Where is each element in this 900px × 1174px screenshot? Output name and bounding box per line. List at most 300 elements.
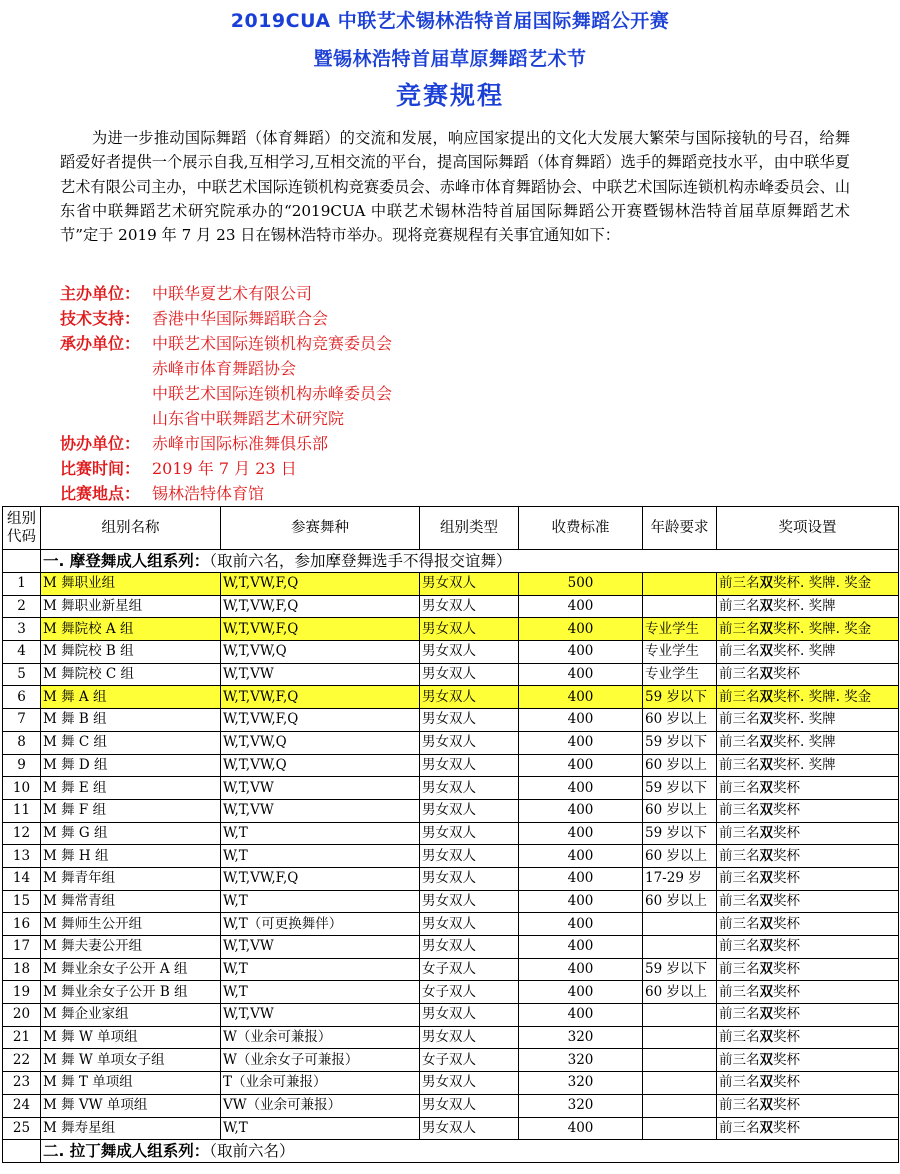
award-items: 奖杯 [773, 847, 800, 864]
row-type: 男女双人 [420, 1117, 519, 1140]
row-age [643, 1117, 717, 1140]
row-dance: W,T,VW,F,Q [221, 709, 420, 732]
row-award [717, 1094, 899, 1117]
time-label: 比赛时间： [60, 459, 141, 478]
award-items: 奖杯. 奖牌 [773, 598, 836, 615]
award-double: 双 [759, 983, 773, 1000]
row-name: M 舞青年组 [41, 867, 221, 890]
row-fee: 400 [519, 822, 643, 845]
row-award [717, 981, 899, 1004]
row-type: 女子双人 [420, 958, 519, 981]
award-double: 双 [759, 824, 773, 841]
tech-value: 香港中华国际舞蹈联合会 [152, 309, 329, 328]
row-type: 男女双人 [420, 1026, 519, 1049]
table-row [3, 641, 899, 664]
row-award [717, 1049, 899, 1072]
row-age: 59 岁以下 [643, 686, 717, 709]
table-row [3, 731, 899, 754]
row-type: 男女双人 [420, 731, 519, 754]
row-award [717, 686, 899, 709]
award-prefix: 前三名 [719, 847, 760, 864]
row-award [717, 958, 899, 981]
row-fee: 320 [519, 1094, 643, 1117]
row-code: 5 [3, 663, 41, 686]
award-double: 双 [759, 961, 773, 978]
award-double: 双 [759, 1119, 773, 1136]
row-type: 男女双人 [420, 754, 519, 777]
row-age: 60 岁以上 [643, 799, 717, 822]
row-age [643, 1094, 717, 1117]
row-code: 15 [3, 890, 41, 913]
award-prefix: 前三名 [719, 1097, 760, 1114]
section-2-name: 二. 拉丁舞成人组系列： [43, 1141, 210, 1160]
row-award [717, 1072, 899, 1095]
table-row [3, 1049, 899, 1072]
section-1-row [3, 550, 899, 573]
table-row [3, 913, 899, 936]
table-row [3, 595, 899, 618]
award-prefix: 前三名 [719, 870, 760, 887]
row-fee: 320 [519, 1049, 643, 1072]
header-dance: 参赛舞种 [221, 507, 420, 550]
award-prefix: 前三名 [719, 575, 760, 592]
award-prefix: 前三名 [719, 915, 760, 932]
row-name: M 舞 H 组 [41, 845, 221, 868]
row-age: 专业学生 [643, 641, 717, 664]
award-double: 双 [759, 938, 773, 955]
row-type: 女子双人 [420, 981, 519, 1004]
co-value: 赤峰市国际标准舞俱乐部 [152, 434, 329, 453]
row-dance: W,T,VW [221, 799, 420, 822]
award-double: 双 [759, 756, 773, 773]
row-fee: 400 [519, 958, 643, 981]
award-prefix: 前三名 [719, 938, 760, 955]
award-prefix: 前三名 [719, 734, 760, 751]
row-award [717, 663, 899, 686]
row-name: M 舞院校 C 组 [41, 663, 221, 686]
row-dance: W,T,VW [221, 936, 420, 959]
section-2-code [3, 1140, 41, 1163]
row-age: 60 岁以上 [643, 709, 717, 732]
row-code: 4 [3, 641, 41, 664]
award-items: 奖杯 [773, 1097, 800, 1114]
row-award [717, 1004, 899, 1027]
competition-table [2, 506, 899, 1163]
row-dance: W,T [221, 1117, 420, 1140]
row-age [643, 1004, 717, 1027]
row-fee: 400 [519, 731, 643, 754]
row-age: 60 岁以上 [643, 981, 717, 1004]
award-double: 双 [759, 1074, 773, 1091]
row-type: 男女双人 [420, 1004, 519, 1027]
award-double: 双 [759, 779, 773, 796]
intro-paragraph: 为进一步推动国际舞蹈（体育舞蹈）的交流和发展，响应国家提出的文化大发展大繁荣与国际接轨的号召，给舞蹈爱好者提供一个展示自我,互相学习,互相交流的平台，提高国际舞蹈（体育舞蹈）选手的舞蹈竞技水平，由中联华夏艺术有限公司主办，中联艺术国际连锁机构竞赛委员会、赤峰市体育舞蹈协会、中联艺术国际连锁机构赤峰委员会、山东省中联舞蹈艺术研究院承办的“2019CUA 中联艺术锡林浩特首届国际舞蹈公开赛暨锡林浩特首届草原舞蹈艺术节”定于 2019 年 7 月 23 日在锡林浩特市举办。现将竞赛规程有关事宜通知如下： [60, 129, 850, 245]
row-type: 男女双人 [420, 777, 519, 800]
row-name: M 舞 C 组 [41, 731, 221, 754]
row-age: 专业学生 [643, 618, 717, 641]
header-award: 奖项设置 [717, 507, 899, 550]
award-prefix: 前三名 [719, 779, 760, 796]
row-name: M 舞 W 单项女子组 [41, 1049, 221, 1072]
row-name: M 舞常青组 [41, 890, 221, 913]
table-row [3, 573, 899, 596]
row-type: 男女双人 [420, 1072, 519, 1095]
award-double: 双 [759, 688, 773, 705]
table-row [3, 822, 899, 845]
row-fee: 400 [519, 913, 643, 936]
row-award [717, 913, 899, 936]
award-double: 双 [759, 802, 773, 819]
title-line-3: 竞赛规程 [395, 81, 504, 110]
award-items: 奖杯 [773, 666, 800, 683]
award-items: 奖杯. 奖牌 [773, 643, 836, 660]
row-age: 59 岁以下 [643, 822, 717, 845]
table-row [3, 890, 899, 913]
row-award [717, 799, 899, 822]
row-code: 21 [3, 1026, 41, 1049]
row-dance: W,T [221, 822, 420, 845]
row-age: 60 岁以上 [643, 845, 717, 868]
row-name: M 舞 T 单项组 [41, 1072, 221, 1095]
section-1-name: 一. 摩登舞成人组系列： [43, 551, 210, 570]
award-items: 奖杯. 奖牌. 奖金 [773, 688, 872, 705]
header-age: 年龄要求 [643, 507, 717, 550]
row-name: M 舞职业新星组 [41, 595, 221, 618]
row-dance: W,T [221, 890, 420, 913]
row-fee: 400 [519, 777, 643, 800]
row-award [717, 709, 899, 732]
award-items: 奖杯. 奖牌 [773, 711, 836, 728]
row-age [643, 573, 717, 596]
row-name: M 舞寿星组 [41, 1117, 221, 1140]
table-row [3, 1004, 899, 1027]
undertake-value-1: 中联艺术国际连锁机构竞赛委员会 [152, 334, 393, 353]
award-double: 双 [759, 1006, 773, 1023]
row-award [717, 1026, 899, 1049]
row-dance: W,T [221, 981, 420, 1004]
row-name: M 舞 G 组 [41, 822, 221, 845]
award-double: 双 [759, 870, 773, 887]
award-items: 奖杯 [773, 1006, 800, 1023]
award-items: 奖杯 [773, 779, 800, 796]
row-name: M 舞师生公开组 [41, 913, 221, 936]
row-code: 12 [3, 822, 41, 845]
award-prefix: 前三名 [719, 643, 760, 660]
row-award [717, 777, 899, 800]
table-row [3, 1117, 899, 1140]
row-type: 男女双人 [420, 845, 519, 868]
host-label: 主办单位： [60, 284, 141, 303]
row-fee: 400 [519, 709, 643, 732]
row-dance: VW（业余可兼报） [221, 1094, 420, 1117]
table-row [3, 709, 899, 732]
row-age [643, 1072, 717, 1095]
row-award [717, 731, 899, 754]
row-age [643, 1026, 717, 1049]
row-dance: T（业余可兼报） [221, 1072, 420, 1095]
award-items: 奖杯 [773, 870, 800, 887]
row-age [643, 936, 717, 959]
row-type: 女子双人 [420, 1049, 519, 1072]
section-1-cell [41, 550, 899, 573]
time-row [60, 456, 880, 481]
award-double: 双 [759, 711, 773, 728]
award-items: 奖杯 [773, 1074, 800, 1091]
row-code: 1 [3, 573, 41, 596]
row-fee: 320 [519, 1026, 643, 1049]
award-prefix: 前三名 [719, 1074, 760, 1091]
row-age: 60 岁以上 [643, 754, 717, 777]
section-1-note: （取前六名，参加摩登舞选手不得报交谊舞） [209, 551, 512, 570]
row-fee: 400 [519, 867, 643, 890]
table-row [3, 754, 899, 777]
row-fee: 320 [519, 1072, 643, 1095]
table-row [3, 867, 899, 890]
header-type: 组别类型 [420, 507, 519, 550]
section-2-cell [41, 1140, 899, 1163]
row-age: 59 岁以下 [643, 958, 717, 981]
row-code: 16 [3, 913, 41, 936]
row-code: 17 [3, 936, 41, 959]
row-code: 14 [3, 867, 41, 890]
row-type: 男女双人 [420, 618, 519, 641]
award-items: 奖杯 [773, 824, 800, 841]
award-items: 奖杯 [773, 1119, 800, 1136]
row-fee: 400 [519, 1117, 643, 1140]
row-code: 13 [3, 845, 41, 868]
row-type: 男女双人 [420, 595, 519, 618]
table-row [3, 799, 899, 822]
award-prefix: 前三名 [719, 824, 760, 841]
row-type: 男女双人 [420, 573, 519, 596]
award-prefix: 前三名 [719, 620, 760, 637]
table-row [3, 845, 899, 868]
row-name: M 舞职业组 [41, 573, 221, 596]
header-code: 组别代码 [3, 507, 41, 550]
award-double: 双 [759, 1051, 773, 1068]
award-prefix: 前三名 [719, 983, 760, 1000]
row-dance: W,T [221, 958, 420, 981]
award-double: 双 [759, 575, 773, 592]
row-fee: 400 [519, 981, 643, 1004]
row-code: 6 [3, 686, 41, 709]
row-age: 专业学生 [643, 663, 717, 686]
section-2-row [3, 1140, 899, 1163]
row-code: 25 [3, 1117, 41, 1140]
header-name: 组别名称 [41, 507, 221, 550]
award-double: 双 [759, 892, 773, 909]
row-fee: 400 [519, 1004, 643, 1027]
undertake-row-3 [60, 381, 880, 406]
row-name: M 舞 D 组 [41, 754, 221, 777]
row-award [717, 754, 899, 777]
row-type: 男女双人 [420, 686, 519, 709]
award-items: 奖杯. 奖牌 [773, 734, 836, 751]
row-age: 17-29 岁 [643, 867, 717, 890]
header-fee: 收费标准 [519, 507, 643, 550]
tech-row [60, 306, 880, 331]
row-fee: 400 [519, 663, 643, 686]
award-prefix: 前三名 [719, 711, 760, 728]
row-code: 11 [3, 799, 41, 822]
row-type: 男女双人 [420, 890, 519, 913]
award-double: 双 [759, 620, 773, 637]
row-award [717, 936, 899, 959]
table-row [3, 663, 899, 686]
row-type: 男女双人 [420, 822, 519, 845]
award-prefix: 前三名 [719, 666, 760, 683]
row-dance: W,T,VW,F,Q [221, 686, 420, 709]
table-row [3, 618, 899, 641]
award-double: 双 [759, 1097, 773, 1114]
row-award [717, 845, 899, 868]
row-dance: W,T,VW,Q [221, 731, 420, 754]
row-fee: 400 [519, 799, 643, 822]
row-age [643, 595, 717, 618]
row-dance: W,T,VW,F,Q [221, 595, 420, 618]
row-fee: 400 [519, 936, 643, 959]
award-prefix: 前三名 [719, 892, 760, 909]
row-name: M 舞 F 组 [41, 799, 221, 822]
tech-label: 技术支持： [60, 309, 141, 328]
row-age [643, 913, 717, 936]
row-type: 男女双人 [420, 867, 519, 890]
row-award [717, 573, 899, 596]
table-header-row [3, 507, 899, 550]
row-type: 男女双人 [420, 936, 519, 959]
award-double: 双 [759, 643, 773, 660]
row-dance: W,T,VW,F,Q [221, 618, 420, 641]
award-double: 双 [759, 915, 773, 932]
undertake-row-2 [60, 356, 880, 381]
title-line-1: 2019CUA 中联艺术锡林浩特首届国际舞蹈公开赛 [230, 10, 670, 32]
row-dance: W,T,VW,F,Q [221, 573, 420, 596]
undertake-label: 承办单位： [60, 334, 141, 353]
row-name: M 舞院校 A 组 [41, 618, 221, 641]
row-name: M 舞院校 B 组 [41, 641, 221, 664]
row-code: 23 [3, 1072, 41, 1095]
row-type: 男女双人 [420, 663, 519, 686]
row-fee: 400 [519, 686, 643, 709]
row-code: 9 [3, 754, 41, 777]
row-dance: W,T,VW,Q [221, 641, 420, 664]
award-prefix: 前三名 [719, 756, 760, 773]
table-row [3, 958, 899, 981]
row-dance: W,T,VW,F,Q [221, 867, 420, 890]
host-row [60, 281, 880, 306]
award-items: 奖杯 [773, 915, 800, 932]
row-code: 10 [3, 777, 41, 800]
award-items: 奖杯. 奖牌. 奖金 [773, 620, 872, 637]
section-1-code [3, 550, 41, 573]
award-items: 奖杯 [773, 938, 800, 955]
row-dance: W,T,VW,Q [221, 754, 420, 777]
row-award [717, 822, 899, 845]
row-dance: W（业余女子可兼报） [221, 1049, 420, 1072]
row-type: 男女双人 [420, 913, 519, 936]
award-double: 双 [759, 734, 773, 751]
row-dance: W,T（可更换舞伴） [221, 913, 420, 936]
row-name: M 舞 VW 单项组 [41, 1094, 221, 1117]
row-name: M 舞企业家组 [41, 1004, 221, 1027]
award-prefix: 前三名 [719, 961, 760, 978]
row-code: 19 [3, 981, 41, 1004]
row-fee: 400 [519, 845, 643, 868]
undertake-value-3: 中联艺术国际连锁机构赤峰委员会 [152, 384, 393, 403]
undertake-value-2: 赤峰市体育舞蹈协会 [152, 359, 297, 378]
row-type: 男女双人 [420, 799, 519, 822]
award-items: 奖杯. 奖牌 [773, 756, 836, 773]
row-award [717, 1117, 899, 1140]
award-items: 奖杯 [773, 892, 800, 909]
place-row [60, 481, 880, 506]
co-label: 协办单位： [60, 434, 141, 453]
row-code: 22 [3, 1049, 41, 1072]
award-items: 奖杯 [773, 802, 800, 819]
row-fee: 400 [519, 641, 643, 664]
award-prefix: 前三名 [719, 802, 760, 819]
award-double: 双 [759, 1029, 773, 1046]
co-row [60, 431, 880, 456]
award-double: 双 [759, 598, 773, 615]
award-items: 奖杯 [773, 961, 800, 978]
award-items: 奖杯 [773, 983, 800, 1000]
row-name: M 舞 A 组 [41, 686, 221, 709]
row-type: 男女双人 [420, 641, 519, 664]
award-double: 双 [759, 847, 773, 864]
table-row [3, 777, 899, 800]
award-double: 双 [759, 666, 773, 683]
row-fee: 400 [519, 754, 643, 777]
table-row [3, 1072, 899, 1095]
place-value: 锡林浩特体育馆 [152, 484, 265, 503]
table-row [3, 981, 899, 1004]
row-award [717, 867, 899, 890]
row-age: 59 岁以下 [643, 731, 717, 754]
table-row [3, 936, 899, 959]
award-prefix: 前三名 [719, 688, 760, 705]
row-code: 20 [3, 1004, 41, 1027]
section-2-note: （取前六名） [209, 1141, 295, 1160]
time-value: 2019 年 7 月 23 日 [152, 459, 297, 478]
row-dance: W,T,VW [221, 777, 420, 800]
row-name: M 舞 W 单项组 [41, 1026, 221, 1049]
award-prefix: 前三名 [719, 1029, 760, 1046]
row-code: 3 [3, 618, 41, 641]
host-value: 中联华夏艺术有限公司 [152, 284, 313, 303]
award-items: 奖杯 [773, 1029, 800, 1046]
undertake-row [60, 331, 880, 356]
row-name: M 舞夫妻公开组 [41, 936, 221, 959]
row-code: 7 [3, 709, 41, 732]
row-type: 男女双人 [420, 1094, 519, 1117]
row-age: 60 岁以上 [643, 890, 717, 913]
undertake-value-4: 山东省中联舞蹈艺术研究院 [152, 409, 345, 428]
row-award [717, 890, 899, 913]
row-fee: 500 [519, 573, 643, 596]
row-fee: 400 [519, 595, 643, 618]
award-prefix: 前三名 [719, 1006, 760, 1023]
row-fee: 400 [519, 890, 643, 913]
row-dance: W,T [221, 845, 420, 868]
row-code: 8 [3, 731, 41, 754]
row-code: 2 [3, 595, 41, 618]
award-prefix: 前三名 [719, 1119, 760, 1136]
row-award [717, 595, 899, 618]
row-dance: W,T,VW [221, 1004, 420, 1027]
row-award [717, 641, 899, 664]
table-row [3, 686, 899, 709]
